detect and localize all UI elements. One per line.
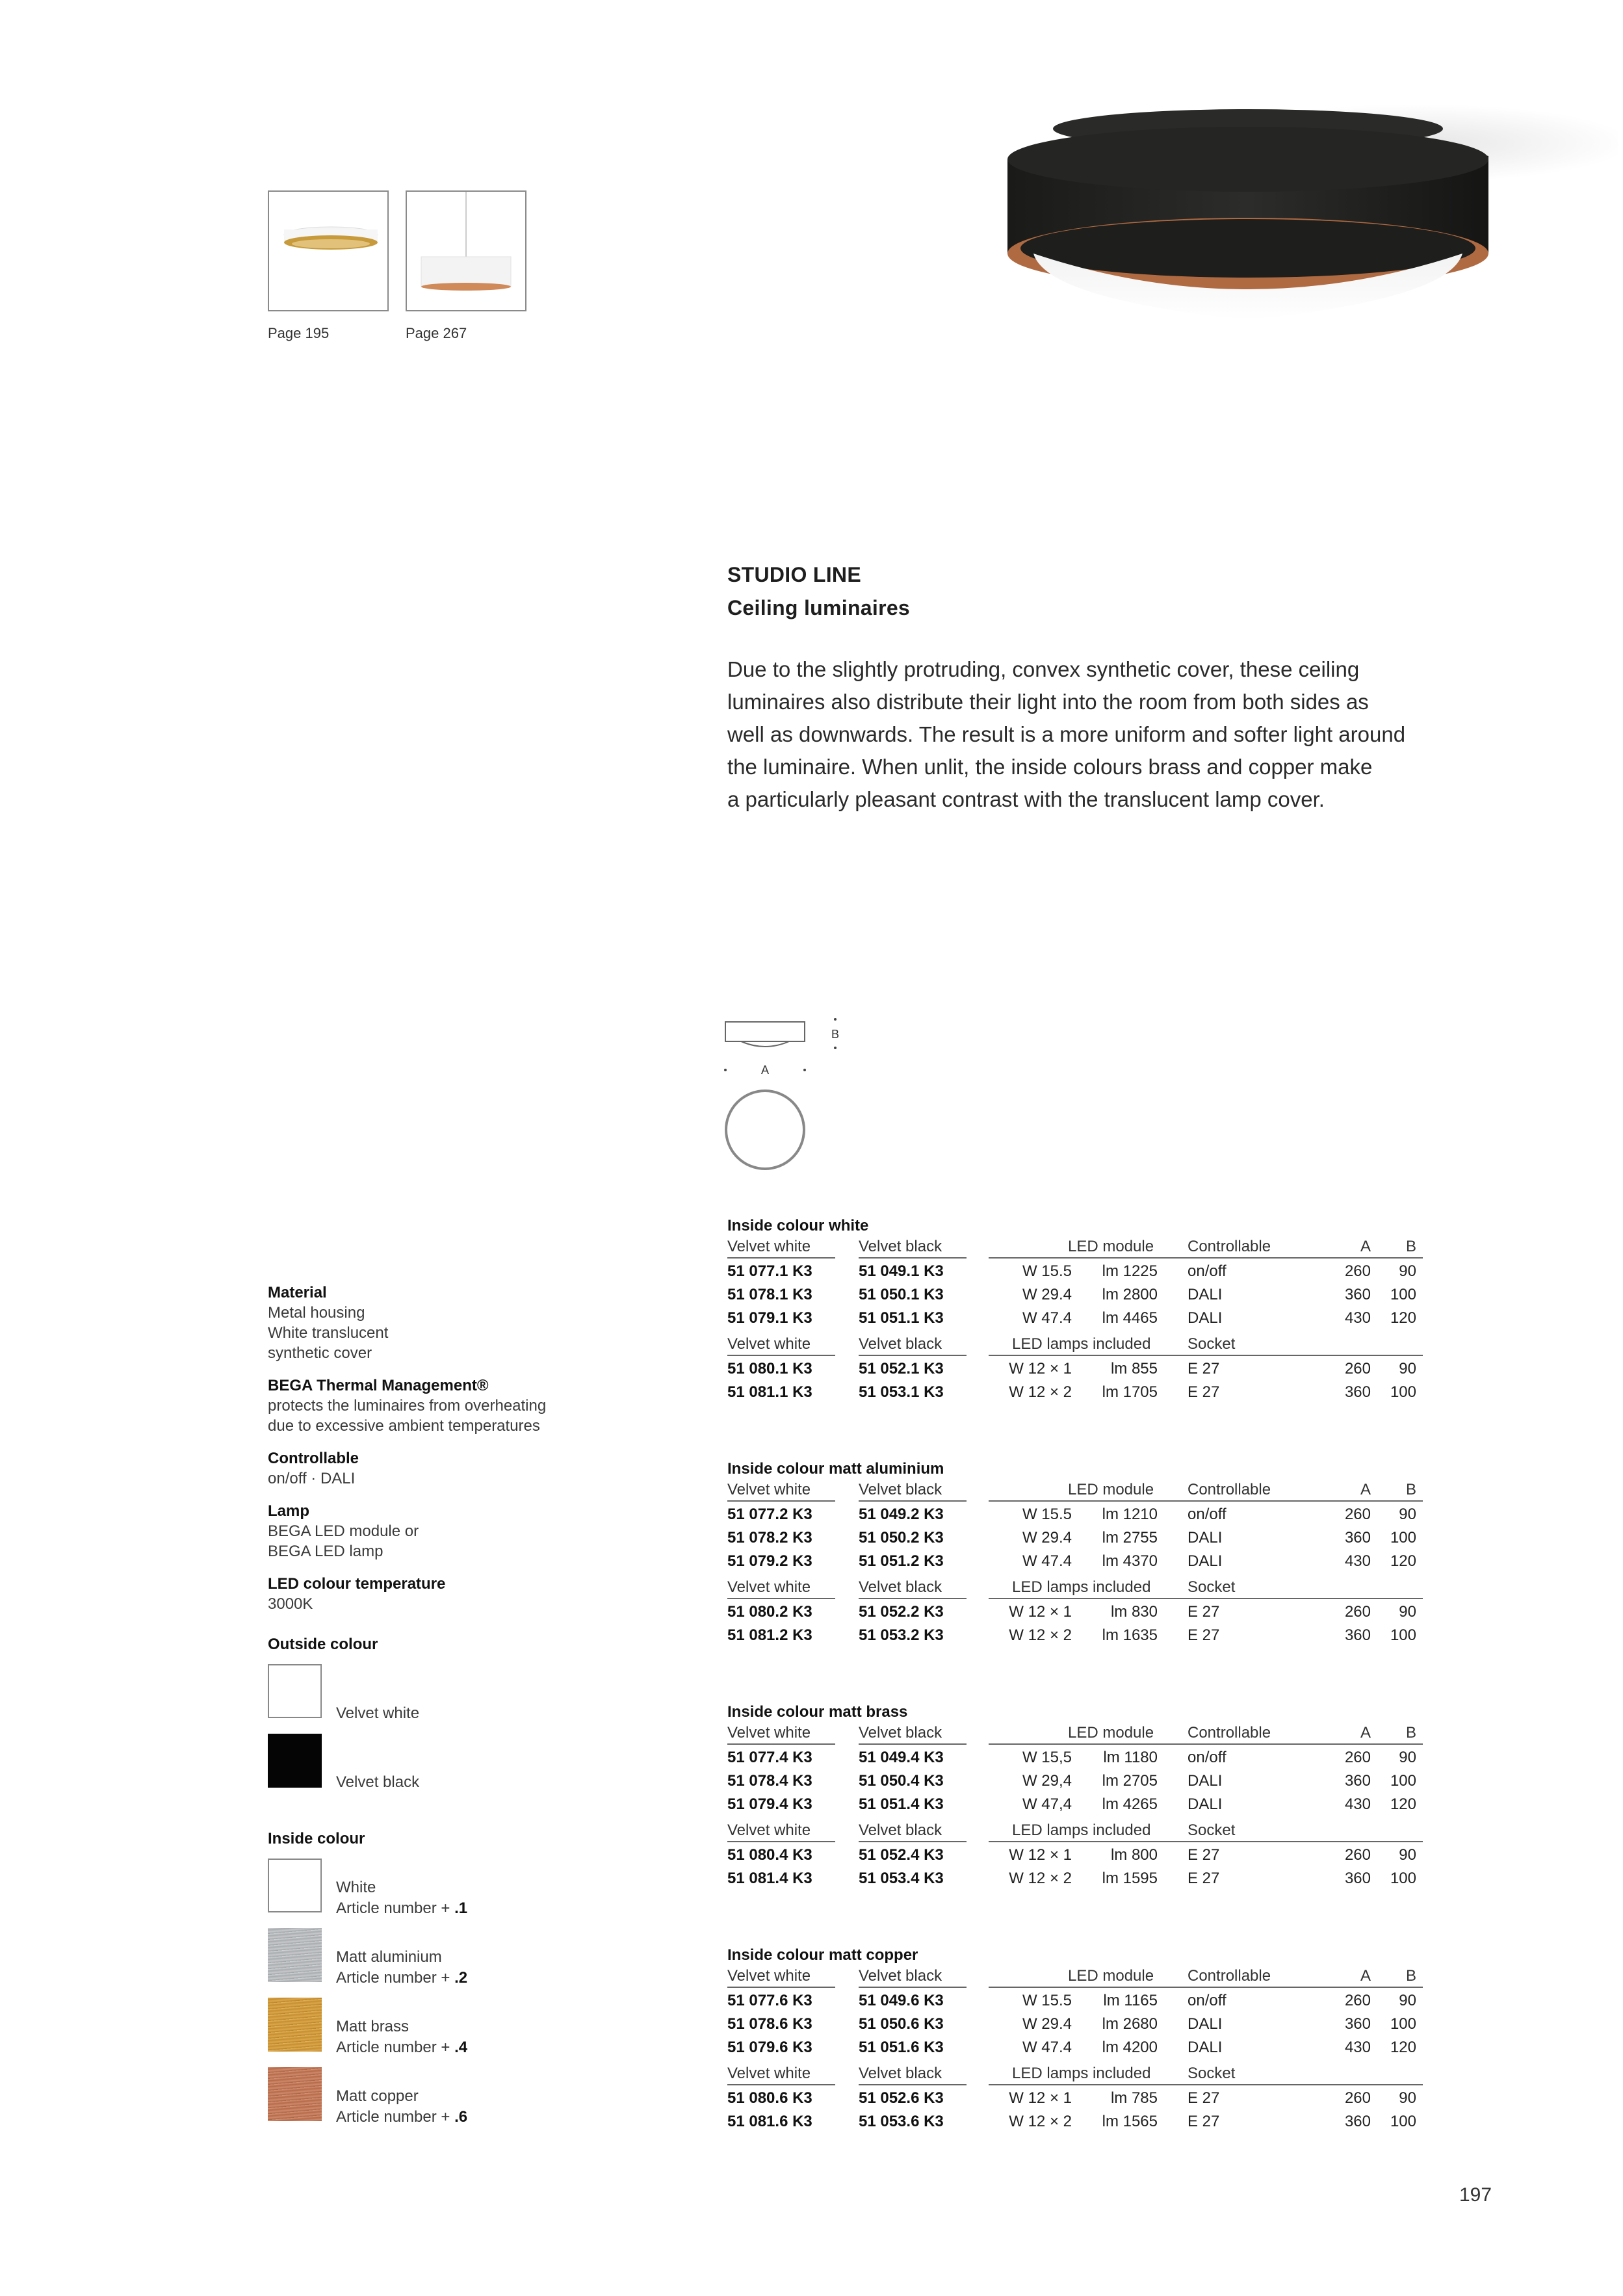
table-row: 51 077.2 K3 51 049.2 K3 15.5 W 1210 lm on/off 260 90 xyxy=(727,1503,1423,1526)
header-rule xyxy=(727,1500,835,1502)
spec-line: BEGA LED module or xyxy=(268,1522,419,1540)
col-header-velvet-white: Velvet white xyxy=(727,1967,811,1985)
article-number-velvet-white: 51 079.1 K3 xyxy=(727,1309,812,1327)
table-header-row xyxy=(727,1576,1423,1599)
swatch-label: Velvet white xyxy=(336,1704,420,1722)
spec-heading: LED colour temperature xyxy=(268,1575,446,1593)
header-rule xyxy=(859,1987,967,1988)
product-table xyxy=(727,1460,1423,1681)
spec-line: synthetic cover xyxy=(268,1344,372,1362)
intro-paragraph xyxy=(727,653,1475,816)
col-header-velvet-white: Velvet white xyxy=(727,1335,811,1353)
article-number-velvet-white: 51 079.4 K3 xyxy=(727,1795,812,1813)
article-number-velvet-black: 51 049.1 K3 xyxy=(859,1262,944,1280)
table-caption: Inside colour matt aluminium xyxy=(727,1460,944,1478)
article-number-velvet-white: 51 080.2 K3 xyxy=(727,1603,812,1621)
article-number-velvet-black: 51 049.6 K3 xyxy=(859,1992,944,2009)
product-table xyxy=(727,1946,1423,2167)
article-number-velvet-white: 51 077.2 K3 xyxy=(727,1506,812,1523)
article-number-velvet-black: 51 053.1 K3 xyxy=(859,1383,944,1401)
table-header-row xyxy=(727,2062,1423,2085)
col-header-light-source: LED module xyxy=(1068,1724,1154,1742)
table-header-row xyxy=(727,1819,1423,1842)
intro-line: luminaires also distribute their light into the room from both sides as xyxy=(727,690,1369,714)
article-number-velvet-white: 51 081.1 K3 xyxy=(727,1383,812,1401)
article-number-velvet-black: 51 053.6 K3 xyxy=(859,2113,944,2130)
header-rule xyxy=(727,1355,835,1356)
control-or-socket: E 27 xyxy=(1188,1360,1220,1377)
spec-line: Metal housing xyxy=(268,1304,365,1322)
article-number-velvet-black: 51 050.1 K3 xyxy=(859,1286,944,1303)
control-or-socket: DALI xyxy=(1188,1529,1223,1546)
col-header-light-source: LED module xyxy=(1068,1967,1154,1985)
table-header-row xyxy=(727,1333,1423,1356)
table-row: 51 077.1 K3 51 049.1 K3 15.5 W 1225 lm on/off 260 90 xyxy=(727,1260,1423,1283)
col-header-velvet-white: Velvet white xyxy=(727,1481,811,1498)
dimension-label-b: B xyxy=(831,1028,840,1041)
col-header-control: Controllable xyxy=(1188,1481,1271,1498)
spec-material xyxy=(268,1283,388,1363)
table-row: 51 081.1 K3 51 053.1 K3 2 × 12 W 1705 lm E 27 360 100 xyxy=(727,1381,1423,1404)
header-rule xyxy=(989,1257,1423,1259)
table-row: 51 080.2 K3 51 052.2 K3 1 × 12 W 830 lm E 27 260 90 xyxy=(727,1600,1423,1624)
col-header-control: Socket xyxy=(1188,1578,1236,1596)
control-or-socket: on/off xyxy=(1188,1262,1227,1280)
thumbnail-page-267[interactable] xyxy=(406,190,526,311)
article-number-velvet-black: 51 050.4 K3 xyxy=(859,1772,944,1790)
table-row: 51 081.4 K3 51 053.4 K3 2 × 12 W 1595 lm E 27 360 100 xyxy=(727,1867,1423,1890)
col-header-velvet-black: Velvet black xyxy=(859,1578,942,1596)
table-row: 51 081.2 K3 51 053.2 K3 2 × 12 W 1635 lm E 27 360 100 xyxy=(727,1624,1423,1647)
article-number-velvet-black: 51 049.2 K3 xyxy=(859,1506,944,1523)
article-number-velvet-white: 51 081.2 K3 xyxy=(727,1626,812,1644)
article-number-velvet-white: 51 079.6 K3 xyxy=(727,2039,812,2056)
table-row: 51 079.4 K3 51 051.4 K3 47,4 W 4265 lm DALI 430 120 xyxy=(727,1793,1423,1816)
header-rule xyxy=(859,1841,967,1842)
header-rule xyxy=(727,1743,835,1745)
spec-heading: BEGA Thermal Management® xyxy=(268,1377,489,1394)
control-or-socket: E 27 xyxy=(1188,2113,1220,2130)
table-header-row: Velvet white Velvet black LED module Controllable A B xyxy=(727,1964,1423,1988)
col-header-light-source: LED module xyxy=(1068,1238,1154,1255)
article-number-velvet-black: 51 049.4 K3 xyxy=(859,1749,944,1766)
header-rule xyxy=(989,1598,1423,1599)
col-header-velvet-white: Velvet white xyxy=(727,1821,811,1839)
table-caption: Inside colour matt brass xyxy=(727,1703,908,1721)
control-or-socket: DALI xyxy=(1188,1552,1223,1570)
inside-colour-heading: Inside colour xyxy=(268,1830,365,1847)
control-or-socket: E 27 xyxy=(1188,1626,1220,1644)
article-number-velvet-black: 51 052.6 K3 xyxy=(859,2089,944,2107)
header-rule xyxy=(727,1841,835,1842)
control-or-socket: E 27 xyxy=(1188,1383,1220,1401)
swatch-label: Velvet black xyxy=(336,1773,420,1791)
header-rule xyxy=(989,1743,1423,1745)
article-number-velvet-white: 51 078.4 K3 xyxy=(727,1772,812,1790)
header-rule xyxy=(859,1355,967,1356)
col-header-control: Socket xyxy=(1188,1335,1236,1353)
col-header-velvet-white: Velvet white xyxy=(727,2065,811,2082)
article-number-velvet-white: 51 079.2 K3 xyxy=(727,1552,812,1570)
studio-line-luminaire-image xyxy=(994,98,1618,358)
table-header-row: Velvet white Velvet black LED module Controllable A B xyxy=(727,1721,1423,1745)
spec-heading: Material xyxy=(268,1284,327,1301)
col-header-light-source: LED module xyxy=(1068,1481,1154,1498)
article-number-velvet-black: 51 053.4 K3 xyxy=(859,1870,944,1887)
swatch-label: Matt aluminium Article number + .2 xyxy=(336,1948,468,1987)
header-rule xyxy=(727,2084,835,2085)
product-table xyxy=(727,1217,1423,1438)
swatch-label: Matt copper Article number + .6 xyxy=(336,2087,468,2126)
spec-line: due to excessive ambient temperatures xyxy=(268,1417,540,1435)
article-number-velvet-white: 51 080.1 K3 xyxy=(727,1360,812,1377)
page-number: 197 xyxy=(1459,2184,1492,2206)
article-number-velvet-black: 51 051.6 K3 xyxy=(859,2039,944,2056)
table-row: 51 078.2 K3 51 050.2 K3 29.4 W 2755 lm DALI 360 100 xyxy=(727,1526,1423,1550)
control-or-socket: E 27 xyxy=(1188,1870,1220,1887)
control-or-socket: DALI xyxy=(1188,2015,1223,2033)
swatch-label: Matt brass Article number + .4 xyxy=(336,2018,468,2056)
table-row: 51 077.6 K3 51 049.6 K3 15.5 W 1165 lm on/off 260 90 xyxy=(727,1989,1423,2013)
article-number-velvet-black: 51 053.2 K3 xyxy=(859,1626,944,1644)
col-header-velvet-black: Velvet black xyxy=(859,1821,942,1839)
header-rule xyxy=(859,1743,967,1745)
article-number-velvet-white: 51 078.1 K3 xyxy=(727,1286,812,1303)
header-rule xyxy=(727,1257,835,1259)
intro-line: Due to the slightly protruding, convex synthetic cover, these ceiling xyxy=(727,657,1360,681)
table-row: 51 079.6 K3 51 051.6 K3 47.4 W 4200 lm DALI 430 120 xyxy=(727,2036,1423,2059)
article-number-velvet-white: 51 077.6 K3 xyxy=(727,1992,812,2009)
header-rule xyxy=(859,2084,967,2085)
article-number-velvet-black: 51 050.6 K3 xyxy=(859,2015,944,2033)
col-header-light-source: LED lamps included xyxy=(1012,1335,1151,1353)
col-header-light-source: LED lamps included xyxy=(1012,1578,1151,1596)
control-or-socket: DALI xyxy=(1188,1286,1223,1303)
swatch-matt-brass xyxy=(268,1998,322,2052)
article-number-velvet-black: 51 052.1 K3 xyxy=(859,1360,944,1377)
spec-colour-temperature xyxy=(268,1574,445,1614)
table-row: 51 078.6 K3 51 050.6 K3 29.4 W 2680 lm DALI 360 100 xyxy=(727,2013,1423,2036)
table-row: 51 079.1 K3 51 051.1 K3 47.4 W 4465 lm DALI 430 120 xyxy=(727,1307,1423,1330)
swatch-matt-copper xyxy=(268,2067,322,2121)
control-or-socket: E 27 xyxy=(1188,2089,1220,2107)
table-row: 51 080.4 K3 51 052.4 K3 1 × 12 W 800 lm E 27 260 90 xyxy=(727,1844,1423,1867)
product-type-title: Ceiling luminaires xyxy=(727,596,911,620)
control-or-socket: on/off xyxy=(1188,1506,1227,1523)
article-number-velvet-white: 51 081.6 K3 xyxy=(727,2113,812,2130)
table-row: 51 078.1 K3 51 050.1 K3 29.4 W 2800 lm DALI 360 100 xyxy=(727,1283,1423,1307)
header-rule xyxy=(989,2084,1423,2085)
spec-line: White translucent xyxy=(268,1324,389,1342)
col-header-control: Controllable xyxy=(1188,1967,1271,1985)
spec-line: BEGA LED lamp xyxy=(268,1543,383,1560)
swatch-white xyxy=(268,1859,322,1912)
table-row: 51 079.2 K3 51 051.2 K3 47.4 W 4370 lm DALI 430 120 xyxy=(727,1550,1423,1573)
control-or-socket: on/off xyxy=(1188,1749,1227,1766)
table-row: 51 080.6 K3 51 052.6 K3 1 × 12 W 785 lm E 27 260 90 xyxy=(727,2087,1423,2110)
article-number-velvet-white: 51 081.4 K3 xyxy=(727,1870,812,1887)
control-or-socket: DALI xyxy=(1188,1795,1223,1813)
outside-colour-heading: Outside colour xyxy=(268,1636,378,1653)
control-or-socket: E 27 xyxy=(1188,1846,1220,1864)
product-table xyxy=(727,1703,1423,1924)
col-header-velvet-white: Velvet white xyxy=(727,1724,811,1742)
col-header-light-source: LED lamps included xyxy=(1012,1821,1151,1839)
header-rule xyxy=(727,1598,835,1599)
col-header-control: Socket xyxy=(1188,2065,1236,2082)
ceiling-luminaire-thumb-image xyxy=(269,192,387,310)
table-header-row: Velvet white Velvet black LED module Controllable A B xyxy=(727,1478,1423,1502)
article-number-velvet-black: 51 051.4 K3 xyxy=(859,1795,944,1813)
spec-heading: Controllable xyxy=(268,1450,359,1467)
spec-line: 3000K xyxy=(268,1595,313,1613)
header-rule xyxy=(989,1841,1423,1842)
intro-line: well as downwards. The result is a more uniform and softer light around xyxy=(727,722,1406,746)
dimension-label-a: A xyxy=(761,1063,770,1076)
article-number-velvet-black: 51 051.2 K3 xyxy=(859,1552,944,1570)
header-rule xyxy=(989,1987,1423,1988)
control-or-socket: DALI xyxy=(1188,1772,1223,1790)
intro-line: a particularly pleasant contrast with the translucent lamp cover. xyxy=(727,787,1325,811)
col-header-velvet-black: Velvet black xyxy=(859,1238,942,1255)
swatch-velvet-black xyxy=(268,1734,322,1788)
header-rule xyxy=(989,1500,1423,1502)
article-number-velvet-white: 51 077.1 K3 xyxy=(727,1262,812,1280)
table-row: 51 080.1 K3 51 052.1 K3 1 × 12 W 855 lm E 27 260 90 xyxy=(727,1357,1423,1381)
spec-line: protects the luminaires from overheating xyxy=(268,1397,547,1415)
col-header-control: Socket xyxy=(1188,1821,1236,1839)
table-row: 51 078.4 K3 51 050.4 K3 29,4 W 2705 lm DALI 360 100 xyxy=(727,1769,1423,1793)
article-number-velvet-white: 51 080.6 K3 xyxy=(727,2089,812,2107)
table-row: 51 077.4 K3 51 049.4 K3 15,5 W 1180 lm on/off 260 90 xyxy=(727,1746,1423,1769)
col-header-velvet-white: Velvet white xyxy=(727,1578,811,1596)
spec-lamp xyxy=(268,1501,419,1561)
thumbnail-caption: Page 267 xyxy=(406,325,467,341)
article-number-velvet-black: 51 051.1 K3 xyxy=(859,1309,944,1327)
swatch-matt-aluminium xyxy=(268,1928,322,1982)
spec-controllable xyxy=(268,1448,359,1489)
table-caption: Inside colour white xyxy=(727,1217,869,1234)
col-header-velvet-black: Velvet black xyxy=(859,1967,942,1985)
control-or-socket: DALI xyxy=(1188,2039,1223,2056)
col-header-velvet-black: Velvet black xyxy=(859,1335,942,1353)
dimension-drawing xyxy=(721,1014,864,1183)
article-number-velvet-white: 51 080.4 K3 xyxy=(727,1846,812,1864)
col-header-velvet-black: Velvet black xyxy=(859,2065,942,2082)
header-rule xyxy=(989,1355,1423,1356)
table-header-row: Velvet white Velvet black LED module Controllable A B xyxy=(727,1235,1423,1259)
swatch-label: White Article number + .1 xyxy=(336,1879,468,1917)
article-number-velvet-black: 51 050.2 K3 xyxy=(859,1529,944,1546)
control-or-socket: DALI xyxy=(1188,1309,1223,1327)
control-or-socket: E 27 xyxy=(1188,1603,1220,1621)
col-header-control: Controllable xyxy=(1188,1724,1271,1742)
intro-line: the luminaire. When unlit, the inside colours brass and copper make xyxy=(727,755,1373,779)
pendant-luminaire-thumb-image xyxy=(407,192,525,310)
thumbnail-page-195[interactable] xyxy=(268,190,389,311)
header-rule xyxy=(859,1500,967,1502)
product-family-title: STUDIO LINE xyxy=(727,563,861,586)
table-caption: Inside colour matt copper xyxy=(727,1946,918,1964)
header-rule xyxy=(859,1598,967,1599)
table-row: 51 081.6 K3 51 053.6 K3 2 × 12 W 1565 lm E 27 360 100 xyxy=(727,2110,1423,2133)
col-header-velvet-black: Velvet black xyxy=(859,1724,942,1742)
header-rule xyxy=(859,1257,967,1259)
article-number-velvet-black: 51 052.2 K3 xyxy=(859,1603,944,1621)
col-header-light-source: LED lamps included xyxy=(1012,2065,1151,2082)
article-number-velvet-black: 51 052.4 K3 xyxy=(859,1846,944,1864)
article-number-velvet-white: 51 077.4 K3 xyxy=(727,1749,812,1766)
control-or-socket: on/off xyxy=(1188,1992,1227,2009)
spec-thermal-management xyxy=(268,1376,546,1436)
swatch-velvet-white xyxy=(268,1664,322,1718)
col-header-velvet-white: Velvet white xyxy=(727,1238,811,1255)
col-header-velvet-black: Velvet black xyxy=(859,1481,942,1498)
article-number-velvet-white: 51 078.6 K3 xyxy=(727,2015,812,2033)
header-rule xyxy=(727,1987,835,1988)
spec-line: on/off · DALI xyxy=(268,1470,356,1487)
spec-heading: Lamp xyxy=(268,1502,310,1520)
thumbnail-caption: Page 195 xyxy=(268,325,330,341)
article-number-velvet-white: 51 078.2 K3 xyxy=(727,1529,812,1546)
col-header-control: Controllable xyxy=(1188,1238,1271,1255)
